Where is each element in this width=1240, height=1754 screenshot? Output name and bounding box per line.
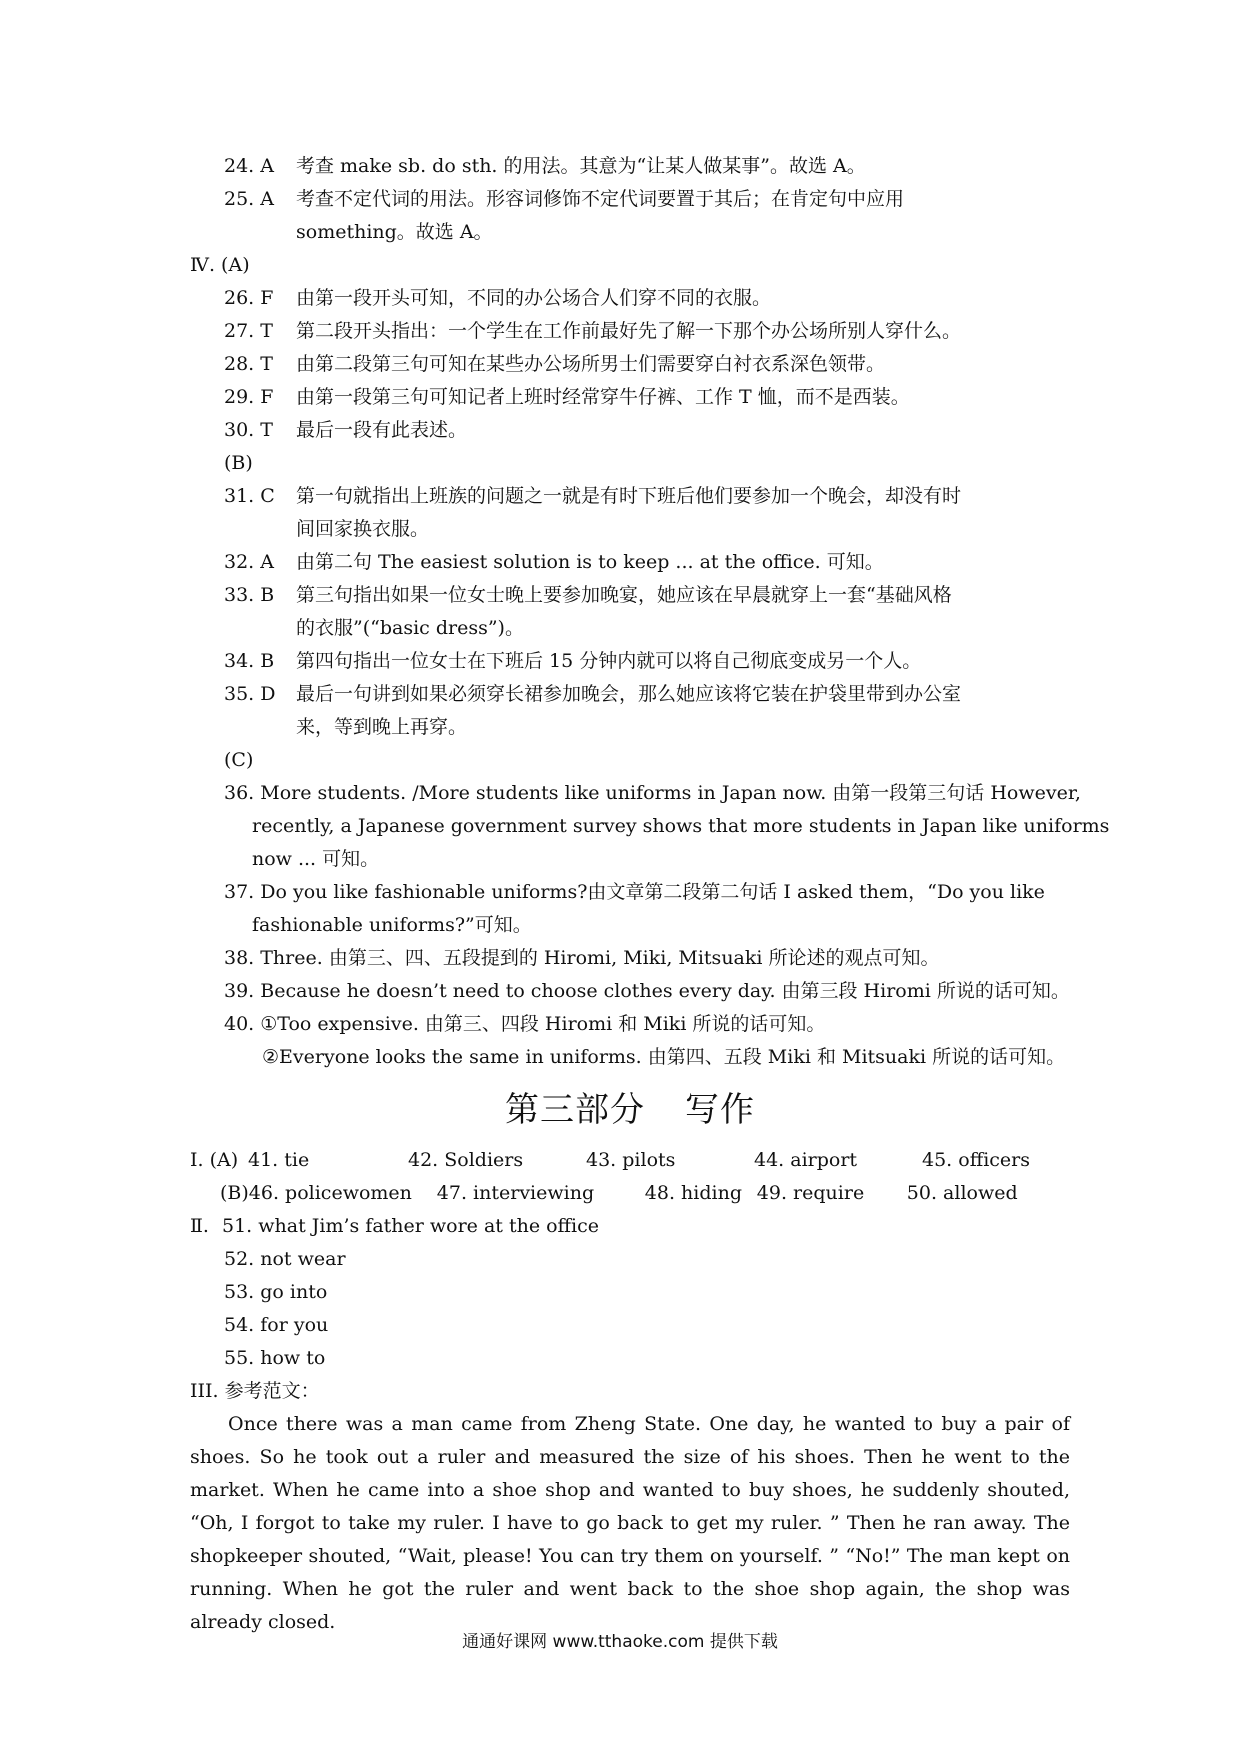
section-label: Ⅰ. (A): [190, 1149, 239, 1171]
word-answer: 48. hiding: [644, 1182, 743, 1204]
answer-40-line-1: [190, 1008, 1070, 1041]
answer-24: [190, 150, 1070, 183]
answer-number: 32. A: [224, 551, 274, 573]
answer-explanation-cont: 来，等到晚上再穿。: [296, 716, 468, 738]
answer-36-line-3: [190, 843, 1070, 876]
word-answer: 46. policewomen: [248, 1182, 412, 1204]
answer-number: 35. D: [224, 683, 276, 705]
answer-33: [190, 579, 1070, 612]
section-iii-heading: [190, 1375, 1070, 1408]
answer-number: 26. F: [224, 287, 274, 309]
answer-explanation: 由第二句 The easiest solution is to keep ... at the office. 可知。: [296, 551, 884, 573]
answer-explanation: 第三句指出如果一位女士晚上要参加晚宴，她应该在早晨就穿上一套“基础风格: [296, 584, 952, 606]
section-ii-item-55: [190, 1342, 1070, 1375]
answer-text: ②Everyone looks the same in uniforms. 由第四、五段 Miki 和 Mitsuaki 所说的话可知。: [262, 1046, 1066, 1068]
answer-40-line-2: [190, 1041, 1070, 1074]
answer-32: [190, 546, 1070, 579]
section-ii-item-54: [190, 1309, 1070, 1342]
answer-explanation: 最后一句讲到如果必须穿长裙参加晚会，那么她应该将它装在护袋里带到办公室: [296, 683, 962, 705]
section-label: Ⅳ. (A): [190, 254, 250, 276]
answer-explanation: 第二段开头指出：一个学生在工作前最好先了解一下那个办公场所别人穿什么。: [296, 320, 962, 342]
section-iv-heading: [190, 249, 1070, 282]
answer-26: [190, 282, 1070, 315]
answer-39: [190, 975, 1070, 1008]
answer-explanation: 最后一段有此表述。: [296, 419, 468, 441]
answer-explanation-cont: 间回家换衣服。: [296, 518, 430, 540]
answer-text: 36. More students. /More students like uniforms in Japan now. 由第一段第三句话 However,: [224, 782, 1081, 804]
answer-text: recently, a Japanese government survey shows that more students in Japan like uniforms: [252, 815, 1110, 837]
word-answer: 47. interviewing: [436, 1182, 595, 1204]
word-answer: 49. require: [756, 1182, 865, 1204]
answer-text: 37. Do you like fashionable uniforms?由文章第二段第二句话 I asked them，“Do you like: [224, 881, 1045, 903]
word-answer: 44. airport: [754, 1149, 858, 1171]
answer-number: 28. T: [224, 353, 273, 375]
part-title-main: 第三部分: [505, 1090, 645, 1130]
answer-36-line-1: [190, 777, 1081, 810]
section-label: Ⅱ.: [190, 1215, 209, 1237]
answer-25-continued: [190, 216, 1070, 249]
answer-explanation-cont: something。故选 A。: [296, 221, 493, 243]
answer-25: [190, 183, 1070, 216]
answer-number: 27. T: [224, 320, 273, 342]
answer-page: [190, 150, 1110, 1639]
answer-number: 33. B: [224, 584, 275, 606]
part-3-title: [190, 1080, 1070, 1140]
section-label: (B): [220, 1182, 249, 1204]
answer-38: [190, 942, 1070, 975]
answer-number: 29. F: [224, 386, 274, 408]
answer-number: 30. T: [224, 419, 273, 441]
answer-35: [190, 678, 1070, 711]
answer-number: 25. A: [224, 188, 274, 210]
subsection-b-heading: [190, 447, 1070, 480]
footer-credit: 通通好课网 www.tthaoke.com 提供下载: [462, 1632, 778, 1652]
word-answer: 45. officers: [922, 1149, 1030, 1171]
section-ii-item-52: [190, 1243, 1070, 1276]
answer-text: 38. Three. 由第三、四、五段提到的 Hiromi, Miki, Mitsuaki 所论述的观点可知。: [224, 947, 940, 969]
phrase-answer: 53. go into: [224, 1281, 328, 1303]
answer-33-continued: [190, 612, 1070, 645]
answer-36-line-2: [190, 810, 1110, 843]
section-label: III. 参考范文：: [190, 1380, 320, 1402]
answer-text: 39. Because he doesn’t need to choose clothes every day. 由第三段 Hiromi 所说的话可知。: [224, 980, 1070, 1002]
answer-31: [190, 480, 1070, 513]
part-title-sub: 写作: [685, 1090, 755, 1130]
answer-explanation: 由第二段第三句可知在某些办公场所男士们需要穿白衬衣系深色领带。: [296, 353, 886, 375]
subsection-c-heading: [190, 744, 1070, 777]
phrase-answer: 52. not wear: [224, 1248, 346, 1270]
word-answer: 50. allowed: [906, 1182, 1018, 1204]
section-ii-item-53: [190, 1276, 1070, 1309]
answer-number: 31. C: [224, 485, 275, 507]
answer-37-line-1: [190, 876, 1070, 909]
answer-explanation: 由第一段第三句可知记者上班时经常穿牛仔裤、工作 T 恤，而不是西装。: [296, 386, 910, 408]
answer-35-continued: [190, 711, 1070, 744]
answer-explanation-cont: 的衣服”(“basic dress”)。: [296, 617, 524, 639]
answer-30: [190, 414, 1070, 447]
answer-number: 34. B: [224, 650, 275, 672]
answer-text: 40. ①Too expensive. 由第三、四段 Hiromi 和 Miki 所说的话可知。: [224, 1013, 826, 1035]
answer-37-line-2: [190, 909, 1070, 942]
answer-explanation: 考查 make sb. do sth. 的用法。其意为“让某人做某事”。故选 A。: [296, 155, 866, 177]
section-ii-item-51: [190, 1210, 1070, 1243]
answer-31-continued: [190, 513, 1070, 546]
section-i-row-b: [190, 1177, 1070, 1210]
answer-text: fashionable uniforms?”可知。: [252, 914, 532, 936]
word-answer: 41. tie: [248, 1149, 310, 1171]
section-i-row-a: [190, 1144, 1070, 1177]
word-answer: 43. pilots: [586, 1149, 676, 1171]
word-answer: 42. Soldiers: [408, 1149, 524, 1171]
answer-34: [190, 645, 1070, 678]
answer-number: 24. A: [224, 155, 274, 177]
answer-28: [190, 348, 1070, 381]
section-label: (B): [224, 452, 253, 474]
phrase-answer: 54. for you: [224, 1314, 329, 1336]
answer-explanation: 考查不定代词的用法。形容词修饰不定代词要置于其后；在肯定句中应用: [296, 188, 905, 210]
answer-text: now ... 可知。: [252, 848, 380, 870]
section-label: (C): [224, 749, 254, 771]
phrase-answer: 55. how to: [224, 1347, 326, 1369]
phrase-answer: 51. what Jim’s father wore at the office: [222, 1215, 600, 1237]
sample-essay: Once there was a man came from Zheng State. One day, he wanted to buy a pair of shoes. So he took out a ruler and measured the size of his shoes. Then he went to the market. When he came into a shoe shop and wanted to buy shoes, he suddenly shouted, “Oh, I forgot to take my ruler. I have to go back to get my ruler. ” Then he ran away. The shopkeeper shouted, “Wait, please! You can try them on yourself. ” “No!” The man kept on running. When he got the ruler and went back to the shoe shop again, the shop was already closed.: [190, 1413, 1070, 1633]
answer-29: [190, 381, 1070, 414]
answer-explanation: 由第一段开头可知，不同的办公场合人们穿不同的衣服。: [296, 287, 772, 309]
answer-explanation: 第四句指出一位女士在下班后 15 分钟内就可以将自己彻底变成另一个人。: [296, 650, 922, 672]
answer-explanation: 第一句就指出上班族的问题之一就是有时下班后他们要参加一个晚会，却没有时: [296, 485, 962, 507]
answer-27: [190, 315, 1070, 348]
